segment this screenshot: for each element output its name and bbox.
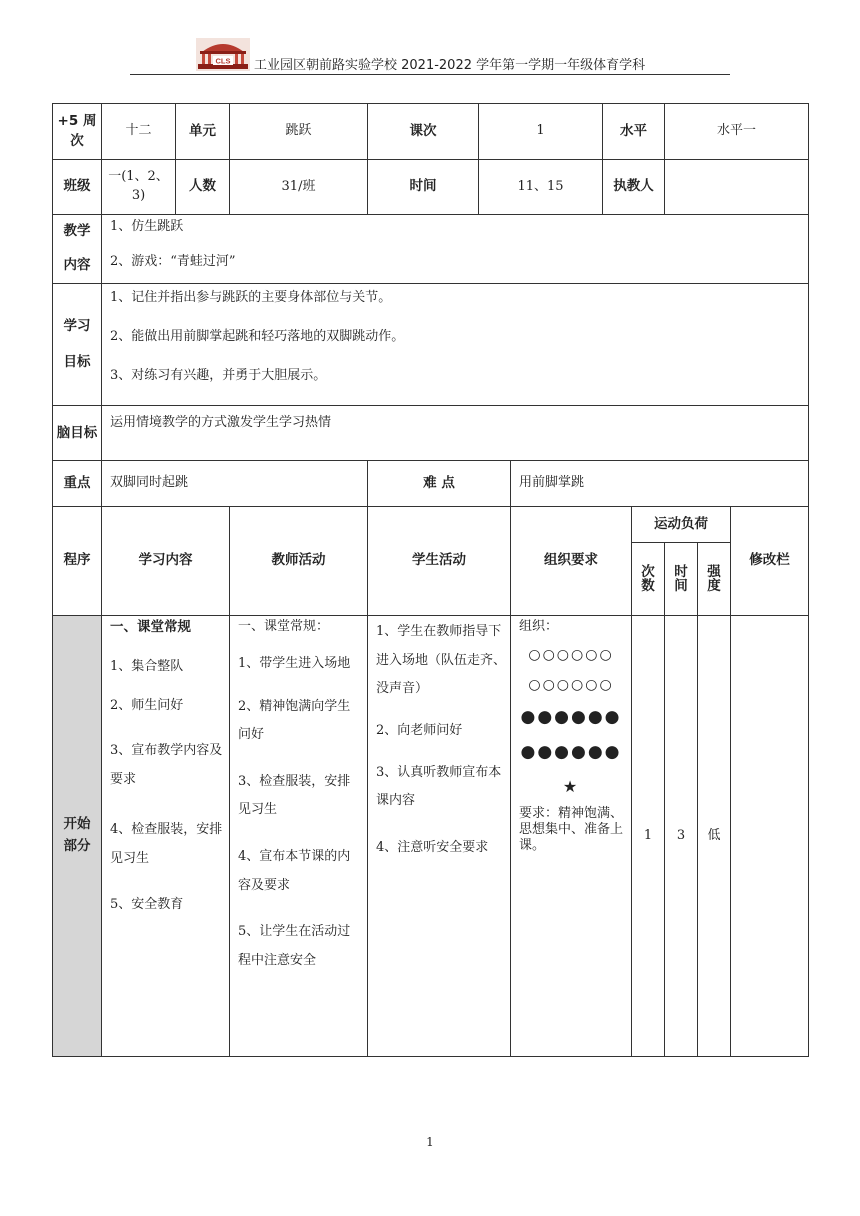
goal-item: 3、对练习有兴趣，并勇于大胆展示。 [110, 367, 327, 383]
teacher-label: 执教人 [603, 160, 665, 215]
col-intensity-text: 强度 [707, 563, 721, 594]
opening-student-item: 4、注意听安全要求 [376, 839, 489, 855]
opening-phase [53, 616, 102, 1057]
opening-teacher [230, 616, 368, 1057]
opening-content-item: 3、宣布教学内容及要求 [110, 743, 223, 787]
opening-teacher-item: 3、检查服装，安排见习生 [238, 773, 351, 818]
opening-content-item: 1、集合整队 [110, 658, 184, 674]
row-goals [53, 284, 809, 406]
goals-items [102, 284, 809, 406]
col-teacher: 教师活动 [230, 507, 368, 616]
difficulty-label: 难 点 [368, 461, 511, 507]
formation-row-dots: ●●●●●● [520, 742, 622, 763]
opening-teacher-item: 4、宣布本节课的内容及要求 [238, 849, 351, 893]
lesson-value: 1 [479, 104, 603, 160]
goals-label-top: 学习 [63, 317, 91, 334]
row-brain [53, 406, 809, 461]
row-content [53, 215, 809, 284]
content-label-bottom: 内容 [63, 257, 91, 273]
class-label: 班级 [53, 160, 102, 215]
row-opening [53, 616, 809, 1057]
week-value: 十二 [102, 104, 176, 160]
opening-teacher-item: 2、精神饱满向学生问好 [238, 698, 351, 743]
key-label: 重点 [53, 461, 102, 507]
opening-content-item: 4、检查服装，安排见习生 [110, 822, 223, 867]
opening-content [102, 616, 230, 1057]
col-intensity [698, 543, 731, 616]
col-duration-text: 时间 [674, 563, 688, 594]
brain-label: 脑目标 [53, 406, 102, 461]
row-columns-top [53, 507, 809, 543]
opening-teacher-item: 一、课堂常规： [238, 619, 330, 634]
opening-duration: 3 [665, 616, 698, 1057]
unit-label: 单元 [176, 104, 230, 160]
opening-teacher-item: 5、让学生在活动过程中注意安全 [238, 924, 351, 968]
row-week [53, 104, 809, 160]
col-revision: 修改栏 [731, 507, 809, 616]
formation-row-circles: ○○○○○○ [528, 677, 614, 694]
opening-phase-text: 开始部分 [63, 816, 91, 854]
col-duration [665, 543, 698, 616]
brain-text: 运用情境教学的方式激发学生学习热情 [102, 406, 809, 461]
lesson-label: 课次 [368, 104, 479, 160]
content-items [102, 215, 809, 284]
teacher-value [665, 160, 809, 215]
difficulty-text: 用前脚掌跳 [511, 461, 809, 507]
opening-content-item: 5、安全教育 [110, 896, 184, 912]
opening-revision [731, 616, 809, 1057]
content-label-top: 教学 [63, 223, 91, 240]
unit-value: 跳跃 [230, 104, 368, 160]
opening-organization [511, 616, 632, 1057]
time-label: 时间 [368, 160, 479, 215]
opening-student-item: 1、学生在教师指导下进入场地（队伍走齐、没声音） [376, 624, 507, 697]
formation-diagram [519, 645, 631, 798]
content-item: 2、游戏：“青蛙过河” [110, 253, 236, 269]
svg-text:CLS: CLS [215, 56, 231, 66]
key-text: 双脚同时起跳 [102, 461, 368, 507]
goal-item: 1、记住并指出参与跳跃的主要身体部位与关节。 [110, 290, 392, 305]
page-header [130, 38, 730, 75]
week-label: +5 周次 [53, 104, 102, 160]
class-value: 一(1、2、3) [102, 160, 176, 215]
col-load: 运动负荷 [632, 507, 731, 543]
header-title: 工业园区朝前路实验学校 2021-2022 学年第一学期一年级体育学科 [254, 58, 646, 73]
opening-intensity: 低 [698, 616, 731, 1057]
opening-teacher-item: 1、带学生进入场地 [238, 655, 351, 671]
col-count-text: 次数 [641, 563, 655, 594]
count-value: 31/班 [230, 160, 368, 215]
formation-row-circles: ○○○○○○ [528, 646, 614, 663]
goals-label [53, 284, 102, 406]
col-organization: 组织要求 [511, 507, 632, 616]
page-number: 1 [426, 1135, 434, 1149]
org-label: 组织： [519, 619, 559, 634]
opening-content-item: 2、师生问好 [110, 698, 184, 714]
opening-student-item: 2、向老师问好 [376, 722, 463, 738]
lesson-plan-table [52, 103, 809, 1057]
content-item: 1、仿生跳跃 [110, 219, 184, 234]
col-procedure: 程序 [53, 507, 102, 616]
level-label: 水平 [603, 104, 665, 160]
col-content: 学习内容 [102, 507, 230, 616]
time-value: 11、15 [479, 160, 603, 215]
teacher-star-icon: ★ [562, 776, 580, 796]
count-label: 人数 [176, 160, 230, 215]
school-logo-icon [196, 38, 250, 71]
goal-item: 2、能做出用前脚掌起跳和轻巧落地的双脚跳动作。 [110, 328, 405, 344]
row-key [53, 461, 809, 507]
row-class [53, 160, 809, 215]
goals-label-bottom: 目标 [63, 353, 91, 370]
opening-student [368, 616, 511, 1057]
content-label [53, 215, 102, 284]
level-value: 水平一 [665, 104, 809, 160]
opening-student-item: 3、认真听教师宣布本课内容 [376, 764, 502, 809]
org-requirement: 要求：精神饱满、思想集中、准备上课。 [519, 805, 624, 854]
col-student: 学生活动 [368, 507, 511, 616]
col-count [632, 543, 665, 616]
formation-row-dots: ●●●●●● [520, 707, 622, 728]
opening-count: 1 [632, 616, 665, 1057]
opening-content-title: 一、课堂常规 [110, 619, 191, 635]
